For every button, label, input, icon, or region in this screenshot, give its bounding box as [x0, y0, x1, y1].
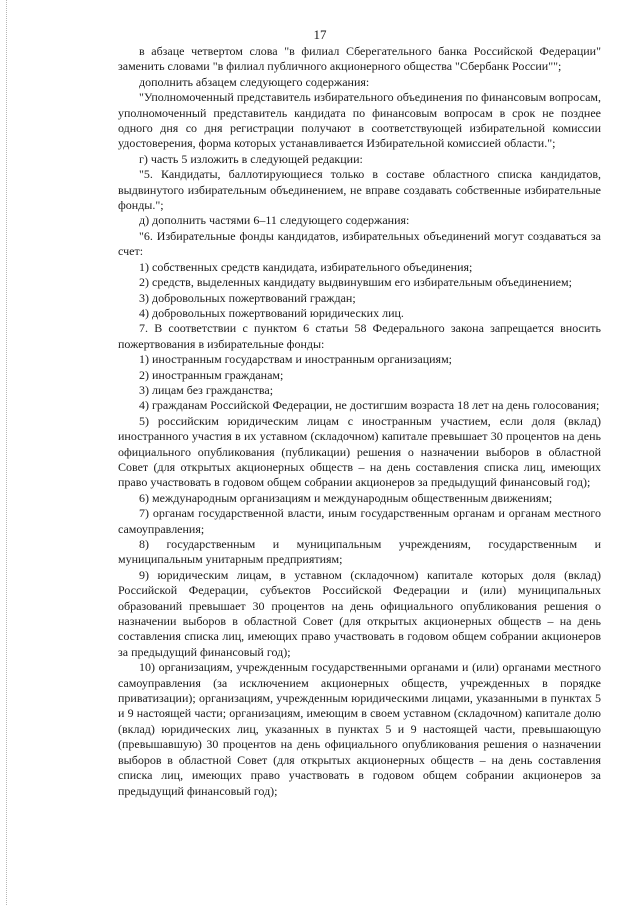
list-item: 7) органам государственной власти, иным государственным органам и органам местного самоуправления; — [118, 506, 601, 536]
list-item: 3) добровольных пожертвований граждан; — [139, 290, 356, 305]
list-item: 4) гражданам Российской Федерации, не достигшим возраста 18 лет на день голосования; — [139, 398, 600, 413]
page-number: 17 — [313, 27, 327, 42]
list-item: 2) средств, выделенных кандидату выдвинувшим его избирательным объединением; — [139, 275, 572, 290]
scan-margin-edge — [6, 0, 7, 905]
list-item: 1) иностранным государствам и иностранным организациям; — [139, 352, 453, 367]
document-body — [118, 44, 601, 799]
list-item: 8) государственным и муниципальным учреждениям, государственным и муниципальным унитарным предприятиям; — [118, 537, 601, 567]
paragraph: д) дополнить частями 6–11 следующего содержания: — [139, 213, 410, 228]
paragraph: "Уполномоченный представитель избирательного объединения по финансовым вопросам, уполномоченный представитель кандидата по финансовым вопросам в срок не позднее одного дня со дня регистрации получают в соответствующей избирательной комиссии удостоверения, форма которых устанавливается Избирательной комиссией области."; — [118, 90, 601, 151]
list-item: 9) юридическим лицам, в уставном (складочном) капитале которых доля (вклад) Российской Федерации, субъектов Российской Федерации и (или) муниципальных образований превышает 30 процентов на день официального опубликования решения о назначении выборов в областной Совет (для открытых акционерных обществ – на день составления списка лиц, имеющих право участвовать в годовом общем собрании акционеров за предыдущий финансовый год); — [118, 567, 601, 659]
paragraph: "5. Кандидаты, баллотирующиеся только в составе областного списка кандидатов, выдвинутого избирательным объединением, не вправе создавать собственные избирательные фонды."; — [118, 167, 601, 213]
list-item: 5) российским юридическим лицам с иностранным участием, если доля (вклад) иностранного участия в их уставном (складочном) капитале превышает 30 процентов на день официального опубликования (публикации) решения о назначении выборов в областной Совет (для открытых акционерных обществ – на день составления списка лиц, имеющих право участвовать в годовом общем собрании акционеров за предыдущий финансовый год); — [118, 413, 601, 490]
list-item: 2) иностранным гражданам; — [139, 367, 284, 382]
paragraph: г) часть 5 изложить в следующей редакции: — [139, 151, 363, 166]
paragraph: "6. Избирательные фонды кандидатов, избирательных объединений могут создаваться за счет: — [118, 228, 601, 259]
list-item: 4) добровольных пожертвований юридических лиц. — [139, 305, 404, 320]
paragraph: дополнить абзацем следующего содержания: — [139, 74, 370, 89]
paragraph: в абзаце четвертом слова "в филиал Сберегательного банка Российской Федерации" заменить словами "в филиал публичного акционерного общества "Сбербанк России""; — [118, 44, 601, 74]
list-item: 1) собственных средств кандидата, избирательного объединения; — [139, 259, 473, 274]
list-item: 6) международным организациям и международным общественным движениям; — [139, 490, 553, 505]
list-item: 3) лицам без гражданства; — [139, 382, 274, 397]
list-item: 10) организациям, учрежденным государственными органами и (или) органами местного самоуправления (за исключением акционерных обществ, учрежденных в порядке приватизации); организациям, учрежденным юридическими лицами, указанными в пунктах 5 и 9 настоящей части; организациям, имеющим в своем уставном (складочном) капитале долю (вклад) юридических лиц, указанных в пунктах 5 и 9 настоящей части, превышающую (превышавшую) 30 процентов на день официального опубликования решения о назначении выборов в областной Совет (для открытых акционерных обществ – на день составления списка лиц, имеющих право участвовать в годовом общем собрании акционеров за предыдущий финансовый год); — [118, 660, 601, 798]
paragraph: 7. В соответствии с пунктом 6 статьи 58 Федерального закона запрещается вносить пожертвования в избирательные фонды: — [118, 321, 601, 351]
